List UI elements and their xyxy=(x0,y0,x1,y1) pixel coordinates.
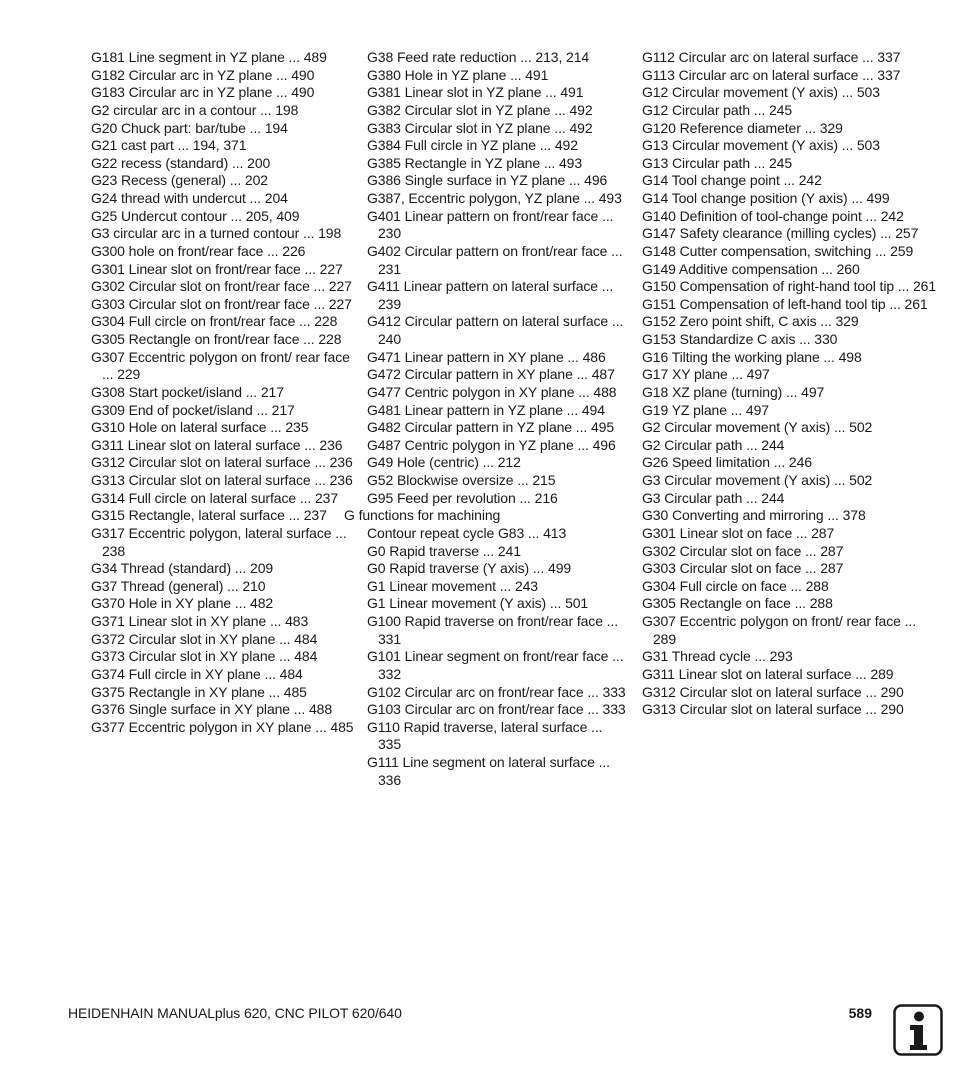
index-entry: G310 Hole on lateral surface ... 235 xyxy=(91,419,309,436)
index-entry: G3 circular arc in a turned contour ... 198 xyxy=(91,225,342,242)
index-entry: G101 Linear segment on front/rear face ... 332 xyxy=(367,648,624,682)
index-entry: G1 Linear movement (Y axis) ... 501 xyxy=(367,595,589,612)
index-entry: G374 Full circle in XY plane ... 484 xyxy=(91,665,303,682)
index-entry: G23 Recess (general) ... 202 xyxy=(91,172,268,189)
index-entry: G182 Circular arc in YZ plane ... 490 xyxy=(91,66,315,83)
index-entry: G412 Circular pattern on lateral surface ... 240 xyxy=(367,313,624,347)
index-entry: Contour repeat cycle G83 ... 413 xyxy=(367,524,567,541)
index-entry: G52 Blockwise oversize ... 215 xyxy=(367,472,556,488)
index-entry: G303 Circular slot on front/rear face ... 227 xyxy=(91,295,352,312)
index-entry: G384 Full circle in YZ plane ... 492 xyxy=(367,137,578,154)
index-entry: G411 Linear pattern on lateral surface ... 239 xyxy=(367,278,614,312)
index-entry: G471 Linear pattern in XY plane ... 486 xyxy=(367,348,606,365)
index-entry: G24 thread with undercut ... 204 xyxy=(91,190,288,206)
index-entry: G472 Circular pattern in XY plane ... 487 xyxy=(367,366,615,383)
index-entry: G17 XY plane ... 497 xyxy=(642,366,770,383)
index-entry: G313 Circular slot on lateral surface ... 236 xyxy=(91,472,353,488)
index-entry: G21 cast part ... 194, 371 xyxy=(91,137,247,154)
index-entry: G383 Circular slot in YZ plane ... 492 xyxy=(367,119,593,136)
index-entry: G312 Circular slot on lateral surface ... 236 xyxy=(91,454,353,471)
index-entry: G307 Eccentric polygon on front/ rear face ... 229 xyxy=(91,348,350,383)
index-entry: G18 XZ plane (turning) ... 497 xyxy=(642,383,825,400)
index-entry: G0 Rapid traverse (Y axis) ... 499 xyxy=(367,560,572,577)
index-entry: G100 Rapid traverse on front/rear face ... 331 xyxy=(367,613,619,647)
index-entry: G313 Circular slot on lateral surface ... 290 xyxy=(642,701,904,718)
index-entry: G147 Safety clearance (milling cycles) ... 257 xyxy=(642,225,919,242)
index-entry: G302 Circular slot on face ... 287 xyxy=(642,542,844,559)
index-entry: G482 Circular pattern in YZ plane ... 495 xyxy=(367,419,615,436)
index-entry: G386 Single surface in YZ plane ... 496 xyxy=(367,172,608,189)
index-entry: G150 Compensation of right-hand tool tip ... 261 xyxy=(642,278,937,295)
index-entry: G477 Centric polygon in XY plane ... 488 xyxy=(367,383,617,400)
index-entry: G308 Start pocket/island ... 217 xyxy=(91,383,284,400)
index-entry: G153 Standardize C axis ... 330 xyxy=(642,331,838,347)
index-entry: G387, Eccentric polygon, YZ plane ... 493 xyxy=(367,190,622,206)
index-entry: G373 Circular slot in XY plane ... 484 xyxy=(91,648,318,665)
info-icon xyxy=(893,1004,943,1056)
index-entry: G13 Circular movement (Y axis) ... 503 xyxy=(642,137,880,154)
index-entry: G152 Zero point shift, C axis ... 329 xyxy=(642,313,859,330)
index-entry: G148 Cutter compensation, switching ... 259 xyxy=(642,242,914,259)
index-entry: G19 YZ plane ... 497 xyxy=(642,401,769,418)
index-entry: G120 Reference diameter ... 329 xyxy=(642,119,843,136)
index-entry: G401 Linear pattern on front/rear face ... 230 xyxy=(367,207,614,242)
index-entry: G301 Linear slot on front/rear face ... 227 xyxy=(91,260,343,277)
index-entry: G183 Circular arc in YZ plane ... 490 xyxy=(91,84,315,101)
index-entry: G375 Rectangle in XY plane ... 485 xyxy=(91,683,307,700)
index-entry: G113 Circular arc on lateral surface ... 337 xyxy=(642,66,901,83)
index-entry: G305 Rectangle on face ... 288 xyxy=(642,595,833,612)
index-entry: G307 Eccentric polygon on front/ rear face ... 289 xyxy=(642,613,916,647)
index-entry: G110 Rapid traverse, lateral surface ... 335 xyxy=(367,718,603,753)
index-entry: G149 Additive compensation ... 260 xyxy=(642,260,860,277)
index-entry: G402 Circular pattern on front/rear face ... 231 xyxy=(367,242,623,277)
index-entry: G0 Rapid traverse ... 241 xyxy=(367,542,521,559)
index-entry: G370 Hole in XY plane ... 482 xyxy=(91,595,274,612)
index-entry: G95 Feed per revolution ... 216 xyxy=(367,489,558,506)
index-entry: G112 Circular arc on lateral surface ... 337 xyxy=(642,49,901,65)
index-entry: G37 Thread (general) ... 210 xyxy=(91,577,266,594)
index-entry: G151 Compensation of left-hand tool tip ... 261 xyxy=(642,295,928,312)
index-entry: G381 Linear slot in YZ plane ... 491 xyxy=(367,84,584,101)
index-entry: G103 Circular arc on front/rear face ... 333 xyxy=(367,701,626,718)
index-entry: G14 Tool change position (Y axis) ... 499 xyxy=(642,190,890,206)
index-entry: G34 Thread (standard) ... 209 xyxy=(91,560,274,577)
index-entry: G3 Circular path ... 244 xyxy=(642,489,785,506)
index-entry: G25 Undercut contour ... 205, 409 xyxy=(91,207,300,224)
index-entry: G305 Rectangle on front/rear face ... 228 xyxy=(91,331,342,347)
index-entry: G20 Chuck part: bar/tube ... 194 xyxy=(91,119,288,136)
index-entry: G314 Full circle on lateral surface ... 237 xyxy=(91,489,339,506)
index-entry: G22 recess (standard) ... 200 xyxy=(91,154,271,171)
index-entry: G311 Linear slot on lateral surface ... 289 xyxy=(642,665,894,682)
index-column-3 xyxy=(642,49,942,719)
index-entry: G377 Eccentric polygon in XY plane ... 485 xyxy=(91,718,354,735)
index-entry: G315 Rectangle, lateral surface ... 237 xyxy=(91,507,327,524)
index-entry: G385 Rectangle in YZ plane ... 493 xyxy=(367,154,583,171)
index-entry: G304 Full circle on front/rear face ... 228 xyxy=(91,313,338,330)
index-entry: G111 Line segment on lateral surface ... 336 xyxy=(367,754,610,788)
index-entry: G38 Feed rate reduction ... 213, 214 xyxy=(367,49,590,65)
index-entry: G309 End of pocket/island ... 217 xyxy=(91,401,295,418)
index-entry: G481 Linear pattern in YZ plane ... 494 xyxy=(367,401,605,418)
page-number: 589 xyxy=(848,1005,872,1021)
index-entry: G26 Speed limitation ... 246 xyxy=(642,454,812,471)
footer-title: HEIDENHAIN MANUALplus 620, CNC PILOT 620/640 xyxy=(68,1005,402,1021)
index-entry: G1 Linear movement ... 243 xyxy=(367,577,538,594)
index-entry: G382 Circular slot in YZ plane ... 492 xyxy=(367,101,593,118)
index-entry: G12 Circular path ... 245 xyxy=(642,101,793,118)
index-entry: G301 Linear slot on face ... 287 xyxy=(642,524,835,541)
index-entry: G3 Circular movement (Y axis) ... 502 xyxy=(642,472,873,488)
index-entry: G371 Linear slot in XY plane ... 483 xyxy=(91,613,309,629)
index-column-1 xyxy=(91,49,356,736)
index-entry: G14 Tool change point ... 242 xyxy=(642,172,822,189)
index-entry: G140 Definition of tool-change point ... 242 xyxy=(642,207,904,224)
index-entry: G300 hole on front/rear face ... 226 xyxy=(91,242,306,259)
index-entry: G376 Single surface in XY plane ... 488 xyxy=(91,701,333,718)
index-entry: G102 Circular arc on front/rear face ... 333 xyxy=(367,683,626,700)
index-entry: G312 Circular slot on lateral surface ... 290 xyxy=(642,683,904,700)
index-entry: G30 Converting and mirroring ... 378 xyxy=(642,507,866,524)
index-heading: G functions for machining xyxy=(344,507,501,524)
index-entry: G181 Line segment in YZ plane ... 489 xyxy=(91,49,327,65)
index-column-2 xyxy=(344,49,629,789)
index-entry: G302 Circular slot on front/rear face ... 227 xyxy=(91,278,352,295)
index-entry: G380 Hole in YZ plane ... 491 xyxy=(367,66,549,83)
index-entry: G2 circular arc in a contour ... 198 xyxy=(91,101,299,118)
index-entry: G13 Circular path ... 245 xyxy=(642,154,793,171)
index-entry: G2 Circular movement (Y axis) ... 502 xyxy=(642,419,873,436)
index-entry: G31 Thread cycle ... 293 xyxy=(642,648,793,665)
index-entry: G12 Circular movement (Y axis) ... 503 xyxy=(642,84,880,101)
index-entry: G16 Tilting the working plane ... 498 xyxy=(642,348,862,365)
index-entry: G304 Full circle on face ... 288 xyxy=(642,577,829,594)
index-entry: G311 Linear slot on lateral surface ... 236 xyxy=(91,436,343,453)
index-entry: G2 Circular path ... 244 xyxy=(642,436,785,453)
index-entry: G487 Centric polygon in YZ plane ... 496 xyxy=(367,436,616,453)
index-entry: G372 Circular slot in XY plane ... 484 xyxy=(91,630,318,647)
index-entry: G303 Circular slot on face ... 287 xyxy=(642,560,844,577)
index-entry: G317 Eccentric polygon, lateral surface ... 238 xyxy=(91,524,347,559)
index-entry: G49 Hole (centric) ... 212 xyxy=(367,454,521,471)
